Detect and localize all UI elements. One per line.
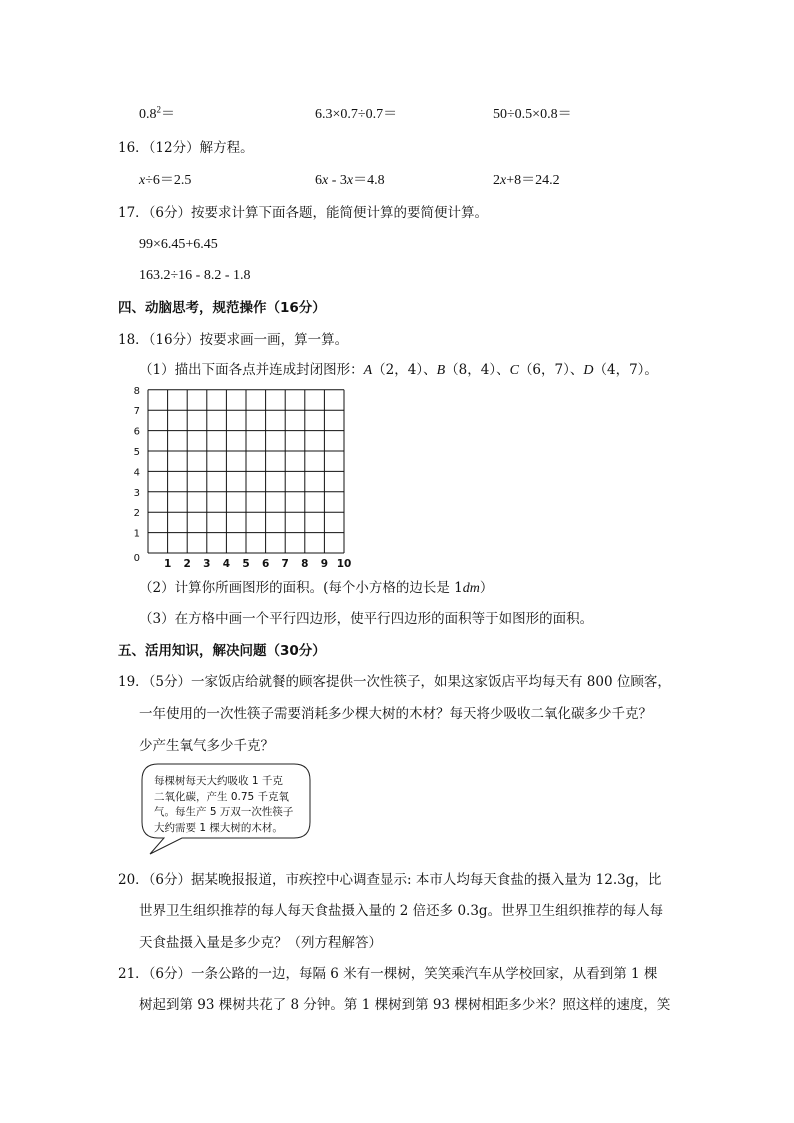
y-tick-label: 3 — [133, 487, 140, 499]
y-tick-label: 1 — [133, 528, 140, 540]
q17-line-2: 163.2÷16 - 8.2 - 1.8 — [139, 268, 251, 283]
y-tick-label: 7 — [133, 406, 140, 418]
q16-equation-2: 6x - 3x＝4.8 — [315, 173, 385, 188]
q18-title: 18．（16分）按要求画一画，算一算。 — [118, 332, 349, 348]
q18-sub2: （2）计算你所画图形的面积。(每个小方格的边长是 1dm） — [139, 580, 494, 596]
speech-bubble-text: 每棵树每天大约吸收 1 千克 二氧化碳，产生 0.75 千克氧 气。每生产 5 万双一次性筷子 大约需要 1 棵大树的木材。 — [154, 775, 294, 834]
x-tick-label: 7 — [281, 558, 289, 570]
x-tick-label: 6 — [261, 558, 270, 570]
q21-line-1: 21．（6分）一条公路的一边，每隔 6 米有一棵树，笑笑乘汽车从学校回家，从看到第 1 棵 — [118, 966, 658, 982]
q16-equation-1: x÷6＝2.5 — [139, 173, 192, 188]
q18-sub1: （1）描出下面各点并连成封闭图形：A（2，4）、B（8，4）、C（6，7）、D（4，7）。 — [139, 362, 658, 378]
y-tick-label: 4 — [133, 467, 140, 479]
q16-title: 16．（12分）解方程。 — [118, 140, 254, 156]
x-tick-label: 1 — [163, 558, 172, 570]
coordinate-grid[interactable] — [126, 380, 366, 572]
calc-50-expression: 50÷0.5×0.8＝ — [493, 107, 572, 122]
y-tick-label: 2 — [133, 508, 140, 520]
x-tick-label: 10 — [336, 558, 352, 570]
x-tick-label: 4 — [222, 558, 231, 570]
y-tick-label: 6 — [133, 426, 140, 438]
section-5-heading: 五、活用知识，解决问题（30分） — [118, 643, 326, 659]
q19-line-3: 少产生氧气多少千克？ — [139, 738, 274, 754]
calc-6-3-expression: 6.3×0.7÷0.7＝ — [315, 107, 398, 122]
q16-equation-3: 2x+8＝24.2 — [493, 173, 560, 188]
q19-line-2: 一年使用的一次性筷子需要消耗多少棵大树的木材？每天将少吸收二氧化碳多少千克？ — [139, 706, 652, 722]
y-tick-label: 8 — [133, 385, 140, 397]
x-tick-label: 2 — [183, 558, 191, 570]
section-4-heading: 四、动脑思考，规范操作（16分） — [118, 300, 326, 316]
origin-label: 0 — [133, 553, 140, 564]
calc-0-8-squared: $0.8^2=$ — [139, 104, 175, 122]
x-tick-label: 9 — [320, 558, 329, 570]
q20-line-2: 世界卫生组织推荐的每人每天食盐摄入量的 2 倍还多 0.3g。世界卫生组织推荐的每人每 — [139, 903, 664, 919]
x-tick-label: 3 — [203, 558, 211, 570]
q17-line-1: 99×6.45+6.45 — [139, 237, 218, 252]
y-tick-label: 5 — [133, 447, 140, 458]
q17-title: 17．（6分）按要求计算下面各题，能简便计算的要简便计算。 — [118, 205, 489, 221]
q18-sub3: （3）在方格中画一个平行四边形，使平行四边形的面积等于如图形的面积。 — [139, 611, 594, 627]
x-tick-label: 5 — [242, 558, 250, 570]
q19-line-1: 19．（5分）一家饭店给就餐的顾客提供一次性筷子，如果这家饭店平均每天有 800 位顾客， — [118, 674, 671, 690]
q20-line-1: 20．（6分）据某晚报报道，市疾控中心调查显示: 本市人均每天食盐的摄入量为 12.3g，比 — [118, 872, 662, 888]
q21-line-2: 树起到第 93 棵树共花了 8 分钟。第 1 棵树到第 93 棵树相距多少米？照这样的速度，笑 — [139, 997, 671, 1013]
x-tick-label: 8 — [301, 558, 309, 570]
q20-line-3: 天食盐摄入量是多少克？（列方程解答） — [139, 935, 382, 951]
